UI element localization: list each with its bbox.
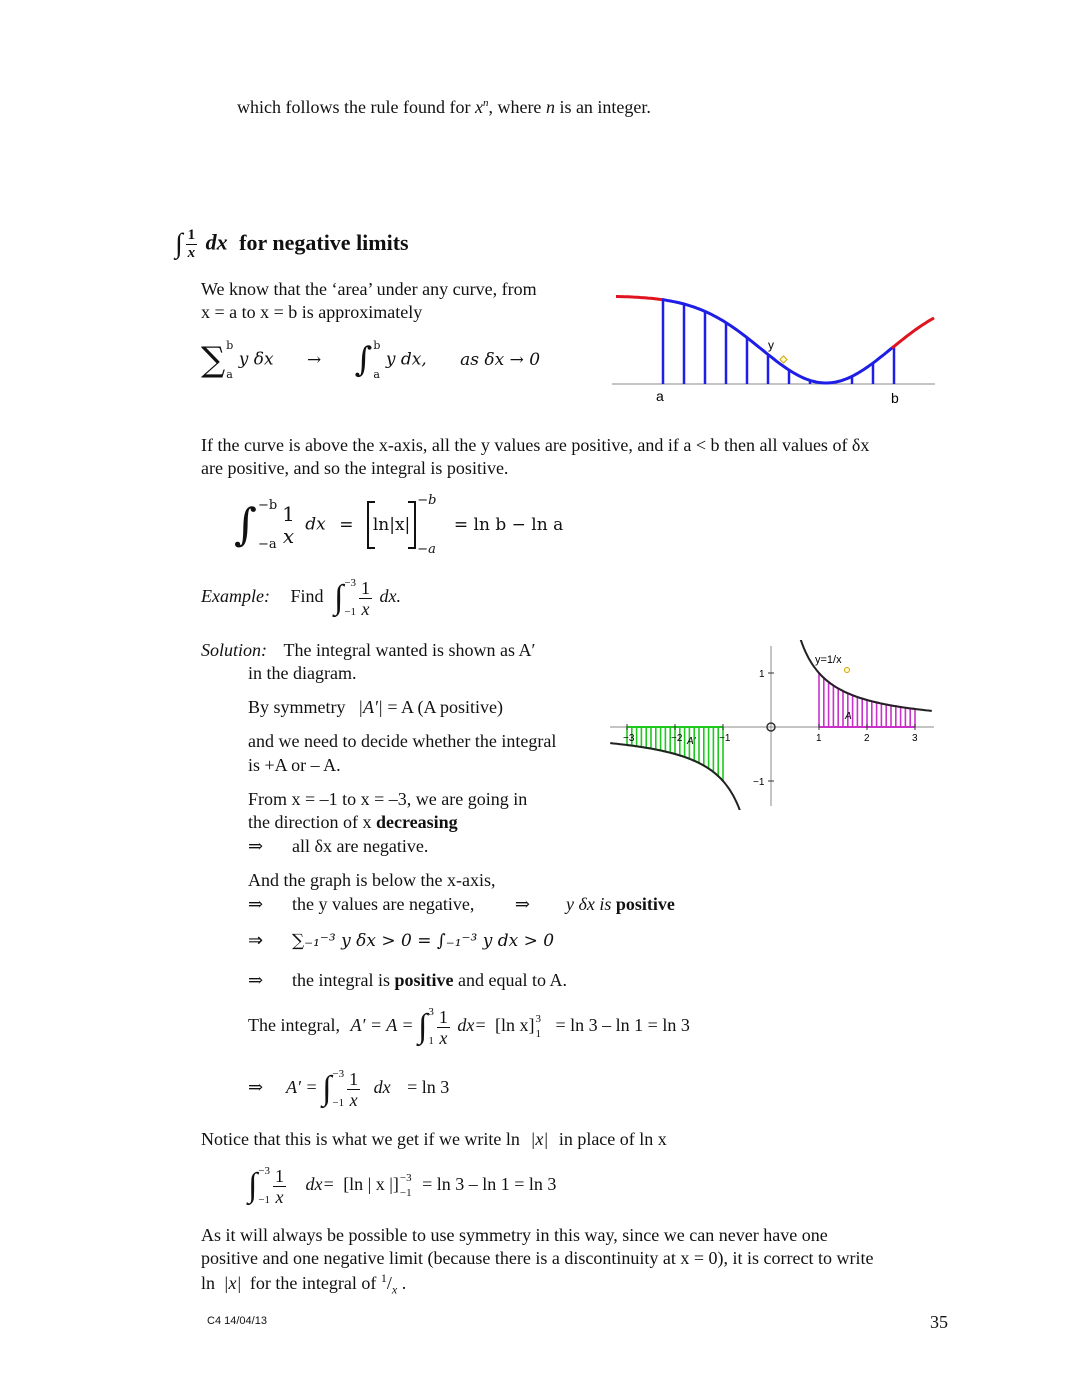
integral-result: = ln 3 – ln 1 = ln 3 [555, 1015, 690, 1036]
area-curve-blue [662, 300, 894, 383]
intro-pre: which follows the rule found for [237, 97, 471, 117]
hyperbola-diagram [608, 640, 938, 810]
positive-para-line1: If the curve is above the x-axis, all the y values are positive, and if a < b then all values of δx [201, 435, 870, 455]
neg-int-eq: = [339, 514, 354, 535]
area-under-curve-diagram [612, 268, 942, 408]
example-lower: −1 [344, 606, 357, 618]
solution-symmetry [248, 697, 503, 718]
hyp-label-marker [845, 668, 850, 673]
closing-sub: x [391, 1282, 398, 1297]
notice-line [201, 1129, 667, 1150]
symmetry-abs: |A′| [358, 697, 383, 717]
neg-int-dx: dx [305, 514, 326, 535]
implies-2: ⇒ [248, 894, 264, 914]
notice-lower: −1 [258, 1194, 271, 1206]
example-line: Example: Find ∫ −3 −1 $\frac{1}{x}$ dx. [201, 577, 402, 619]
example-upper: −3 [344, 577, 357, 589]
neg-int-lower: −a [257, 537, 277, 552]
neg-dx-text: all δx are negative. [292, 836, 429, 856]
notice-abs: |x| [530, 1129, 549, 1149]
from2-bold: decreasing [375, 812, 458, 832]
notice-dx: dx= [305, 1174, 335, 1195]
notice-upper: −3 [258, 1165, 271, 1177]
hyp-label-A: A [845, 711, 852, 722]
intro-line [237, 97, 651, 118]
sum-lower: a [226, 368, 233, 381]
hyp-x-tick-label: −1 [719, 733, 731, 744]
solution-decide1: and we need to decide whether the integral [248, 731, 557, 751]
solution-line1 [201, 640, 535, 661]
integral-upper: 3 [428, 1006, 434, 1018]
sum-line-text: ∑₋₁⁻³ y δx > 0 = ∫₋₁⁻³ y dx > 0 [292, 931, 555, 951]
sum-int-lower: a [373, 368, 380, 381]
sum-int-body: y dx, [385, 349, 427, 370]
page-number: 35 [930, 1312, 948, 1332]
implies-5: ⇒ [248, 970, 264, 990]
aprime-den: x [349, 1089, 358, 1110]
hyp-x-tick-label: −3 [623, 733, 635, 744]
symmetry-post: = A (A positive) [387, 697, 503, 717]
closing-ln: ln [201, 1273, 216, 1293]
notice-equation: ∫ −3 −1 $\frac{1}{x}$ dx= [ln | x |] −3 −1 = ln 3 – ln 1 = ln 3 [248, 1165, 557, 1207]
symmetry-pre: By symmetry [248, 697, 346, 717]
aprime-result: = ln 3 [407, 1077, 450, 1098]
integral-den: x [439, 1027, 448, 1048]
heading-integral: ∫ [175, 228, 183, 260]
closing-line3: ln |x| for the integral of $^1/_x$ . [201, 1271, 407, 1297]
sum-upper: b [226, 339, 234, 352]
notice-den: x [275, 1186, 284, 1207]
closing-line1: As it will always be possible to use symmetry in this way, since we can never have one [201, 1225, 828, 1245]
integral-lower: 1 [428, 1035, 434, 1047]
example-den: x [361, 598, 370, 619]
solution-from1: From x = –1 to x = –3, we are going in [248, 789, 528, 809]
solution-below: And the graph is below the x-axis, [248, 870, 496, 890]
integral-b-upper: 3 [535, 1013, 542, 1025]
integral-line: The integral, A′ = A = ∫ 3 1 $\frac{1}{x}$ dx= [ln x] 3 1 = ln 3 – ln 1 = ln 3 [248, 1006, 690, 1048]
solution-text1: The integral wanted is shown as A′ [283, 640, 536, 660]
implies-4: ⇒ [248, 930, 264, 950]
heading-dx: dx [205, 229, 228, 255]
intro-para-line1: We know that the ‘area’ under any curve, from [201, 279, 537, 299]
integral-num: 1 [438, 1006, 448, 1027]
area-curve-red-right [892, 318, 934, 348]
area-label-y: y [768, 338, 774, 352]
example-num: 1 [361, 577, 371, 598]
notice-b-upper: −3 [399, 1172, 412, 1184]
hyp-x-tick-label: 3 [912, 733, 918, 744]
neg-integral-equation: ∫ −b −a 1 x dx = ln|x| −b −a = ln b − ln a [234, 493, 564, 557]
solution-decide2: is +A or – A. [248, 755, 341, 775]
closing-abs: |x| [223, 1273, 242, 1293]
solution-from2 [248, 812, 458, 833]
integral-lhs: A′ = A = [350, 1015, 414, 1036]
neg-int-upper: −b [257, 498, 278, 513]
hyp-x-tick-label: 2 [864, 733, 870, 744]
sum-arrow: → [306, 349, 322, 370]
int-pos-pre: the integral is [292, 970, 390, 990]
closing-mid: for the integral of [249, 1273, 377, 1293]
integral-b-lower: 1 [535, 1028, 542, 1040]
neg-int-bracket-text: ln|x| [372, 515, 411, 535]
aprime-num: 1 [349, 1068, 359, 1089]
sum-sigma: ∑ [201, 340, 226, 380]
notice-result: = ln 3 – ln 1 = ln 3 [422, 1174, 557, 1195]
implies-3: ⇒ [514, 894, 531, 914]
intro-mid: , where [488, 97, 542, 117]
closing-line2: positive and one negative limit (because there is a discontinuity at x = 0), it is correct to write [201, 1248, 874, 1268]
aprime-upper: −3 [332, 1068, 345, 1080]
heading-num: 1 [187, 227, 196, 243]
sum-int-upper: b [373, 339, 381, 352]
hyp-y-tick-label: −1 [753, 777, 765, 788]
neg-int-b-lower: −a [417, 542, 436, 557]
neg-int-bracket [367, 501, 416, 549]
int-pos-post: and equal to A. [458, 970, 567, 990]
notice-b-lower: −1 [399, 1187, 412, 1199]
area-curve-red-left [616, 297, 664, 300]
ydx-text: y δx is [566, 894, 612, 914]
hyp-x-tick-label: 1 [816, 733, 822, 744]
area-point-marker [780, 356, 787, 363]
solution-label: Solution: [201, 640, 267, 660]
example-label: Example: [201, 586, 270, 607]
solution-yneg [248, 894, 675, 915]
solution-line2: in the diagram. [248, 663, 357, 683]
intro-n: n [545, 97, 555, 117]
aprime-dx: dx [373, 1077, 391, 1098]
neg-int-result: = ln b − ln a [453, 514, 564, 535]
section-heading [175, 228, 409, 261]
notice-bracket: [ln | x |] [343, 1174, 399, 1195]
notice-pre: Notice that this is what we get if we write ln [201, 1129, 520, 1149]
sum-equation: ∑ b a y δx → ∫ b a y dx, as δx → 0 [201, 339, 541, 381]
sum-body: y δx [238, 349, 274, 370]
from2-pre: the direction of x [248, 812, 372, 832]
hyp-label-Aprime: A' [687, 736, 696, 747]
area-label-a: a [656, 388, 664, 404]
closing-sup: 1 [380, 1271, 387, 1285]
integral-dx: dx= [457, 1015, 487, 1036]
intro-x: x [474, 97, 483, 117]
intro-exp: n [482, 97, 489, 109]
positive-word: positive [615, 894, 675, 914]
integral-pre: The integral, [248, 1015, 340, 1036]
aprime-implies: ⇒ [248, 1077, 264, 1098]
heading-den: x [187, 245, 196, 261]
footer-code: C4 14/04/13 [207, 1315, 267, 1327]
positive-para-line2: are positive, and so the integral is positive. [201, 458, 509, 478]
example-dx: dx. [379, 586, 402, 607]
heading-text: for negative limits [239, 229, 409, 255]
sum-tail: as δx → 0 [460, 349, 541, 370]
solution-int-positive [248, 970, 567, 991]
aprime-lower: −1 [332, 1097, 345, 1109]
area-label-b: b [891, 390, 899, 406]
integral-bracket: [ln x] [495, 1015, 535, 1036]
aprime-line: ⇒ A′ = ∫ −3 −1 $\frac{1}{x}$ dx = ln 3 [248, 1068, 450, 1110]
yneg-text: the y values are negative, [292, 894, 475, 914]
aprime-lhs: A′ = [286, 1077, 318, 1098]
closing-end: . [401, 1273, 407, 1293]
hyp-x-tick-label: −2 [671, 733, 683, 744]
solution-sum-line [248, 930, 554, 951]
neg-int-b-upper: −b [417, 493, 437, 508]
implies-1: ⇒ [248, 836, 264, 856]
intro-para-line2: x = a to x = b is approximately [201, 302, 423, 322]
hyp-y-tick-label: 1 [759, 669, 765, 680]
notice-num: 1 [275, 1165, 285, 1186]
neg-int-num: 1 [282, 502, 295, 526]
example-find: Find [290, 586, 324, 607]
notice-post: in place of ln x [558, 1129, 667, 1149]
hyp-curve-label: y=1/x [815, 654, 842, 666]
neg-int-den: x [282, 524, 295, 548]
intro-post: is an integer. [559, 97, 651, 117]
int-pos-bold: positive [394, 970, 454, 990]
solution-neg-dx [248, 836, 428, 857]
